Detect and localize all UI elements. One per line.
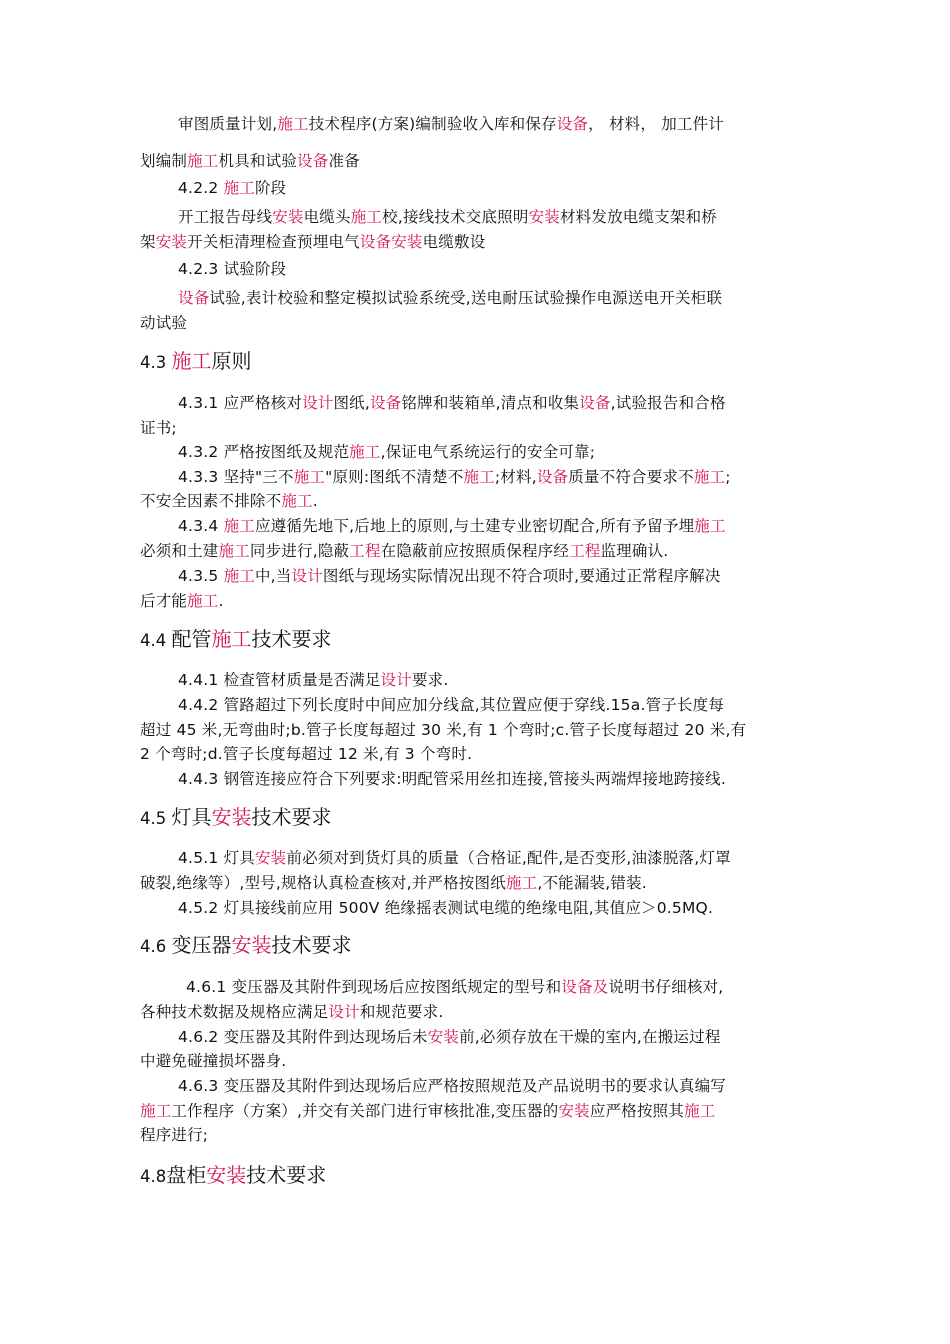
highlighted-term: 设备 [556,115,589,133]
text-line [140,231,485,253]
section-number: 4.3 [140,353,172,372]
text-segment: 中,当 [254,567,292,585]
text-line [140,872,647,894]
highlighted-term: 施工 [223,517,255,535]
text-segment: 4.4.3 钢管连接应符合下列要求:明配管采用丝扣连接,管接头两端焊接地跨接线. [178,770,726,788]
section-heading [140,803,332,833]
highlighted-term: 施工 [187,152,219,170]
text-segment: 图纸, [333,394,371,412]
text-segment: 各种技术数据及规格应满足 [140,1003,329,1021]
text-segment: 4.6.1 变压器及其附件到现场后应按图纸规定的型号和 [186,978,562,996]
text-segment: 校,接线技术交底照明 [382,208,529,226]
section-heading [140,1161,326,1191]
highlighted-term: 施工 [211,627,252,651]
text-segment: 4.5.2 灯具接线前应用 500V 绝缘摇表测试电缆的绝缘电阻,其值应＞0.5MQ. [178,899,714,917]
highlighted-term: 设计 [302,394,334,412]
section-number: 4.6 [140,937,172,956]
text-line [178,1075,726,1097]
highlighted-term: 设备及 [561,978,609,996]
text-line [140,417,177,439]
text-segment: 4.2.3 试验阶段 [178,260,287,278]
highlighted-term: 施工 [277,115,309,133]
section-heading [140,347,252,377]
highlighted-term: 设备安装 [359,233,423,251]
highlighted-term: 设备 [370,394,402,412]
text-segment: 4.2.2 [178,179,224,197]
text-segment: 4.3.2 严格按图纸及规范 [178,443,350,461]
highlighted-term: 施工 [293,468,326,486]
text-segment: 动试验 [140,314,188,332]
text-line [178,466,731,488]
text-line [140,490,318,512]
text-segment: 中避免碰撞损坏器身. [140,1052,287,1070]
section-number: 4.4 [140,631,172,650]
text-line [178,287,722,309]
text-segment: 破裂,绝缘等）,型号,规格认真检查核对,并严格按图纸 [140,874,506,892]
text-segment: 铭牌和装箱单,清点和收集 [401,394,580,412]
highlighted-term: 施工 [281,492,313,510]
text-segment: . [312,492,318,510]
highlighted-term: 安装 [155,233,188,251]
text-segment: 前必须对到货灯具的质量（合格证,配件,是否变形,油漆脱落,灯罩 [286,849,731,867]
text-segment: 后才能 [140,592,188,610]
section-number: 4.5 [140,809,172,828]
highlighted-term: 安装 [427,1028,460,1046]
text-segment: 4.4.1 检查管材质量是否满足 [178,671,381,689]
text-line [178,847,731,869]
text-segment: 4.3.4 [178,517,224,535]
highlighted-term: 施工 [694,517,726,535]
text-segment: 图纸与现场实际情况出现不符合项时,要通过正常程序解决 [322,567,721,585]
text-line [140,743,472,765]
text-segment: 原则 [211,349,252,373]
text-segment: 4.3.3 坚持"三不 [178,468,294,486]
text-segment: 在隐蔽前应按照质保程序经 [380,542,570,560]
text-line [178,441,595,463]
text-line [178,897,713,919]
text-line [178,768,726,790]
highlighted-term: 设计 [328,1003,360,1021]
text-line [140,1100,715,1122]
section-number: 4.8 [140,1167,167,1186]
highlighted-term: 施工 [218,542,250,560]
text-segment: 证书; [140,419,177,437]
text-segment: 灯具 [171,805,212,829]
text-segment: 同步进行,隐蔽 [249,542,350,560]
highlighted-term: 安装 [528,208,560,226]
text-segment: 4.6.2 变压器及其附件到达现场后未 [178,1028,428,1046]
text-line [140,1050,286,1072]
text-segment: 变压器 [171,933,232,957]
highlighted-term: 施工 [350,208,383,226]
text-line [186,976,723,998]
text-line [140,719,746,741]
highlighted-term: 安装 [272,208,304,226]
highlighted-term: 安装 [206,1163,247,1187]
text-segment: ;材料, [494,468,537,486]
highlighted-term: 施工 [463,468,495,486]
text-segment: 2 个弯时;d.管子长度每超过 12 米,有 3 个弯时. [140,745,473,763]
highlighted-term: 设计 [380,671,412,689]
highlighted-term: 工程 [569,542,601,560]
text-segment: 应严格按照其 [589,1102,685,1120]
text-line [140,1124,208,1146]
text-line [178,1026,721,1048]
text-line [140,312,187,334]
highlighted-term: 安装 [254,849,287,867]
text-line [178,565,721,587]
section-heading [140,625,332,655]
text-segment: ; [725,468,731,486]
text-segment: 4.6.3 变压器及其附件到达现场后应严格按照规范及产品说明书的要求认真编写 [178,1077,726,1095]
text-segment: 电缆敷设 [422,233,486,251]
highlighted-term: 施工 [693,468,726,486]
text-line [178,669,449,691]
text-segment: 和规范要求. [359,1003,444,1021]
text-segment: 阶段 [254,179,287,197]
text-segment: 质量不符合要求不 [568,468,694,486]
text-segment: 技术要求 [251,805,332,829]
text-segment: 审图质量计划, [178,115,278,133]
text-segment: 必须和土建 [140,542,219,560]
highlighted-term: 施工 [223,567,255,585]
highlighted-term: 施工 [349,443,381,461]
text-line [178,515,726,537]
text-segment: 不安全因素不排除不 [140,492,282,510]
text-line [178,392,726,414]
text-segment: 电缆头 [303,208,351,226]
text-segment: 应遵循先地下,后地上的原则,与土建专业密切配合,所有予留予埋 [254,517,695,535]
text-segment: 技术要求 [251,627,332,651]
text-line [178,177,286,199]
highlighted-term: 设备 [297,152,329,170]
highlighted-term: 设备 [579,394,611,412]
text-segment: 技术要求 [246,1163,327,1187]
text-segment: 4.5.1 灯具 [178,849,255,867]
text-segment: 说明书仔细核对, [608,978,724,996]
text-line [178,206,717,228]
highlighted-term: 安装 [231,933,272,957]
highlighted-term: 施工 [187,592,219,610]
text-segment: 架 [140,233,156,251]
highlighted-term: 安装 [558,1102,590,1120]
text-segment: 划编制 [140,152,188,170]
text-line [140,590,224,612]
text-line [178,113,724,135]
text-line [178,258,286,280]
text-segment: ,不能漏装,错装. [537,874,647,892]
text-segment: 4.4.2 管路超过下列长度时中间应加分线盒,其位置应便于穿线.15a.管子长度每 [178,696,725,714]
text-segment: 4.3.1 应严格核对 [178,394,303,412]
text-segment: 程序进行; [140,1126,209,1144]
text-line [178,694,724,716]
text-segment: 试验,表计校验和整定模拟试验系统受,送电耐压试验操作电源送电开关柜联 [209,289,723,307]
text-segment: 开工报告母线 [178,208,273,226]
text-line [140,540,668,562]
text-segment: 超过 45 米,无弯曲时;b.管子长度每超过 30 米,有 1 个弯时;c.管子长度每超过 20 米,有 [140,721,747,739]
highlighted-term: 施工 [171,349,212,373]
text-segment: 材料发放电缆支架和桥 [559,208,717,226]
text-segment: "原则:图纸不清楚不 [325,468,464,486]
highlighted-term: 施工 [684,1102,716,1120]
text-segment: 机具和试验 [218,152,298,170]
highlighted-term: 施工 [505,874,538,892]
text-segment: ,保证电气系统运行的安全可靠; [380,443,596,461]
text-segment: 开关柜清理检查预埋电气 [187,233,360,251]
text-line [140,150,360,172]
highlighted-term: 设备 [178,289,210,307]
text-segment: ， 材料， 加工件计 [588,115,724,133]
text-segment: 监理确认. [600,542,669,560]
text-segment: 4.3.5 [178,567,224,585]
text-segment: . [218,592,224,610]
highlighted-term: 设计 [291,567,323,585]
highlighted-term: 施工 [223,179,255,197]
highlighted-term: 施工 [140,1102,172,1120]
highlighted-term: 安装 [211,805,252,829]
text-segment: ,试验报告和合格 [610,394,726,412]
text-line [140,1001,443,1023]
section-heading [140,931,352,961]
text-segment: 盘柜 [166,1163,207,1187]
text-segment: 前,必须存放在干燥的室内,在搬运过程 [459,1028,721,1046]
text-segment: 配管 [171,627,212,651]
text-segment: 要求. [411,671,449,689]
text-segment: 技术程序(方案)编制验收入库和保存 [308,115,557,133]
highlighted-term: 设备 [536,468,569,486]
text-segment: 准备 [328,152,360,170]
text-segment: 技术要求 [271,933,352,957]
text-segment: 工作程序（方案）,并交有关部门进行审核批准,变压器的 [171,1102,559,1120]
highlighted-term: 工程 [349,542,381,560]
